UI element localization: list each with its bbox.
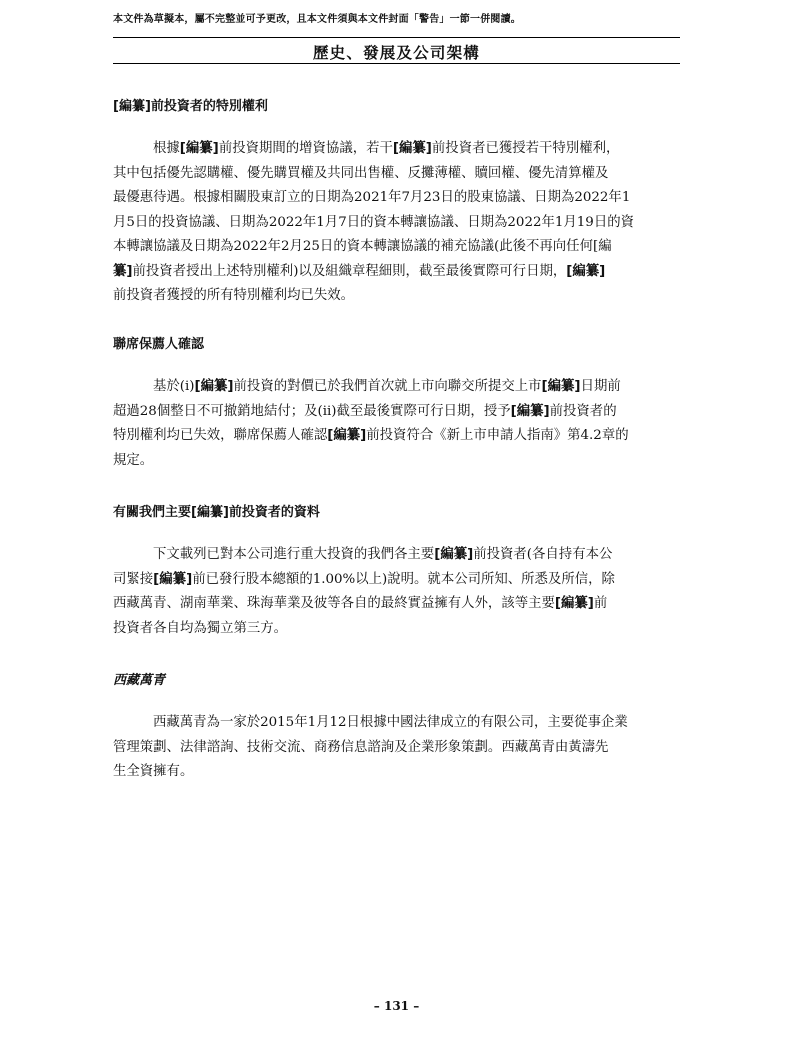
- text-line: 規定。: [113, 452, 154, 468]
- header-rule-top: [113, 37, 680, 38]
- section-heading-tibet-wanqing: 西藏萬青: [113, 673, 166, 688]
- text-line: 月5日的投資協議、日期為2022年1月7日的資本轉讓協議、日期為2022年1月19日的資: [113, 214, 634, 230]
- text-line: 生全資擁有。: [113, 764, 194, 779]
- paragraph-investor-info: [113, 543, 680, 641]
- redaction-marker: [編纂]: [554, 596, 594, 611]
- text-line: 其中包括優先認購權、優先購買權及共同出售權、反攤薄權、贖回權、優先清算權及: [113, 165, 609, 181]
- section-heading-sponsor-confirmation: 聯席保薦人確認: [113, 337, 205, 352]
- section-heading-special-rights: [編纂]前投資者的特別權利: [113, 99, 268, 114]
- text-line: 最優惠待遇。根據相關股東訂立的日期為2021年7月23日的股東協議、日期為2022年1: [113, 190, 631, 205]
- page-title: 歷史、發展及公司架構: [312, 44, 480, 62]
- text-line: 管理策劃、法律諮詢、技術交流、商務信息諮詢及企業形象策劃。西藏萬青由黃濤先: [113, 739, 609, 755]
- paragraph-special-rights: [113, 137, 680, 309]
- text-line: 特別權利均已失效，聯席保薦人確認[編纂]前投資符合《新上市申請人指南》第4.2章的: [113, 428, 629, 443]
- text-line: 司緊接[編纂]前已發行股本總額的1.00%以上)說明。就本公司所知、所悉及所信，除: [113, 571, 615, 587]
- redaction-marker: [編纂]: [179, 141, 219, 156]
- text-line: 超過28個整日不可撤銷地結付；及(ii)截至最後實際可行日期，授予[編纂]前投資者的: [113, 403, 617, 419]
- text-line: 前投資者獲授的所有特別權利均已失效。: [113, 288, 355, 303]
- text-line: 投資者各自均為獨立第三方。: [113, 620, 288, 636]
- text-line: 西藏萬青為一家於2015年1月12日根據中國法律成立的有限公司，主要從事企業: [153, 715, 628, 730]
- redaction-marker: [編纂]: [541, 379, 581, 394]
- text-line: 下文載列已對本公司進行重大投資的我們各主要[編纂]前投資者(各自持有本公: [153, 547, 613, 562]
- text-line: 本轉讓協議及日期為2022年2月25日的資本轉讓協議的補充協議(此後不再向任何[編: [113, 239, 612, 254]
- redaction-marker: [編纂]: [194, 379, 234, 394]
- paragraph-sponsor-confirmation: [113, 375, 680, 473]
- text-line: 西藏萬青、湖南華業、珠海華業及彼等各自的最終實益擁有人外，該等主要[編纂]前: [113, 596, 608, 611]
- header-rule-bottom: [113, 63, 680, 64]
- redaction-marker: [編纂]: [153, 571, 193, 587]
- text-line: 基於(i)[編纂]前投資的對價已於我們首次就上市向聯交所提交上市[編纂]日期前: [153, 379, 621, 394]
- redaction-marker: [編纂]: [392, 141, 432, 156]
- paragraph-tibet-wanqing: [113, 711, 680, 785]
- redaction-marker: 纂]: [113, 263, 133, 279]
- page-number: – 131 –: [373, 999, 420, 1013]
- text-line: 纂]前投資者授出上述特別權利)以及組織章程細則，截至最後實際可行日期，[編纂]: [113, 263, 606, 279]
- redaction-marker: [編纂]: [510, 403, 550, 419]
- redaction-marker: [編纂]: [566, 263, 606, 279]
- redaction-marker: [編纂]: [327, 428, 367, 443]
- redaction-marker: [編纂]: [434, 547, 474, 562]
- section-heading-investor-info: 有關我們主要[編纂]前投資者的資料: [113, 505, 320, 520]
- draft-disclaimer: 本文件為草擬本，屬不完整並可予更改，且本文件須與本文件封面「警告」一節一併閱讀。: [113, 14, 521, 25]
- text-line: 根據[編纂]前投資期間的增資協議，若干[編纂]前投資者已獲授若干特別權利，: [153, 141, 620, 156]
